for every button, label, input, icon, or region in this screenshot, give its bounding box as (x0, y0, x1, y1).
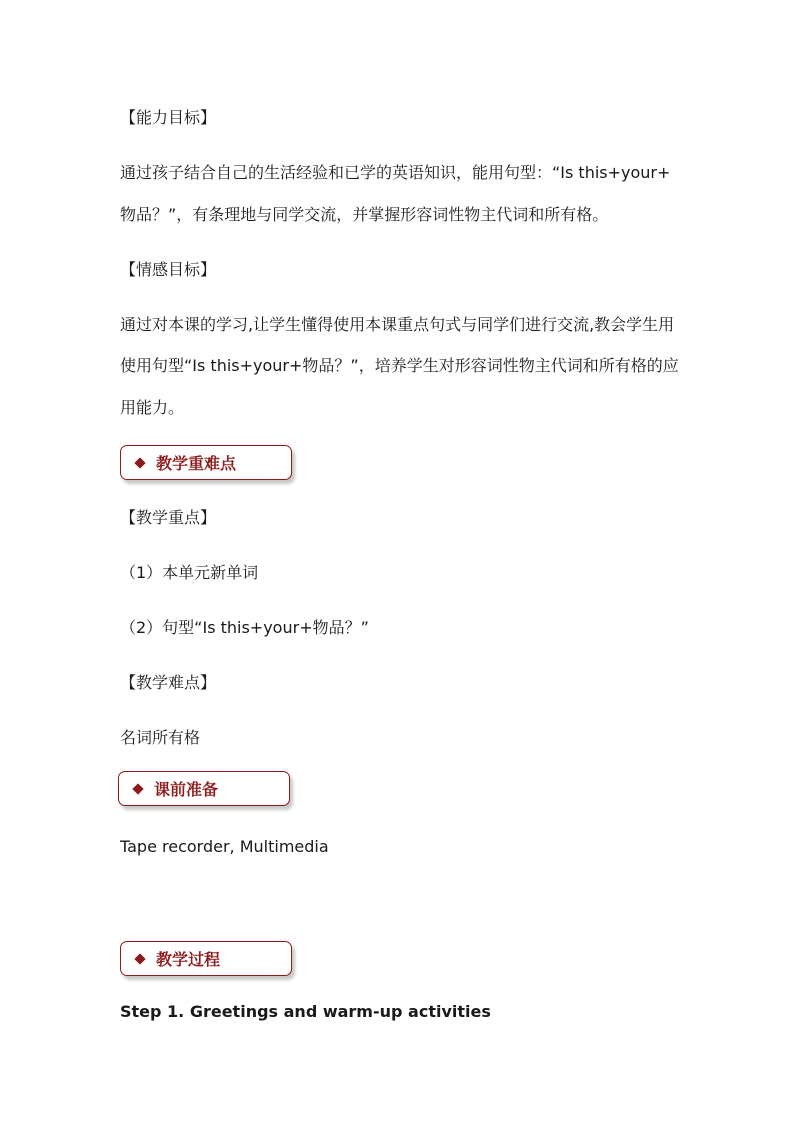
key-points-heading: 【教学重点】 (120, 508, 217, 527)
section-title-prep: 课前准备 (154, 780, 219, 799)
diamond-bullet-icon (134, 457, 145, 468)
emotion-heading: 【情感目标】 (120, 260, 217, 279)
section-box-process (120, 941, 292, 976)
key-point-2: （2）句型“Is this+your+物品？” (120, 618, 369, 637)
diamond-bullet-icon (134, 953, 145, 964)
emotion-line-2: 使用句型“Is this+your+物品？”，培养学生对形容词性物主代词和所有格的应 (120, 356, 679, 375)
prep-text: Tape recorder, Multimedia (120, 837, 329, 856)
section-box-prep (118, 771, 290, 806)
section-box-key-difficult (120, 445, 292, 480)
emotion-line-1: 通过对本课的学习,让学生懂得使用本课重点句式与同学们进行交流,教会学生用 (120, 315, 675, 334)
key-point-1: （1）本单元新单词 (120, 563, 259, 582)
ability-line-2: 物品？”，有条理地与同学交流，并掌握形容词性物主代词和所有格。 (120, 205, 609, 224)
difficult-point-1: 名词所有格 (120, 728, 201, 747)
step-1-title: Step 1. Greetings and warm-up activities (120, 1002, 491, 1021)
difficult-points-heading: 【教学难点】 (120, 673, 217, 692)
emotion-line-3: 用能力。 (120, 398, 185, 417)
diamond-bullet-icon (132, 783, 143, 794)
section-title-process: 教学过程 (156, 950, 221, 969)
section-title-key-difficult: 教学重难点 (156, 454, 237, 473)
ability-heading: 【能力目标】 (120, 108, 217, 127)
ability-line-1: 通过孩子结合自己的生活经验和已学的英语知识，能用句型：“Is this+your+ (120, 163, 671, 182)
